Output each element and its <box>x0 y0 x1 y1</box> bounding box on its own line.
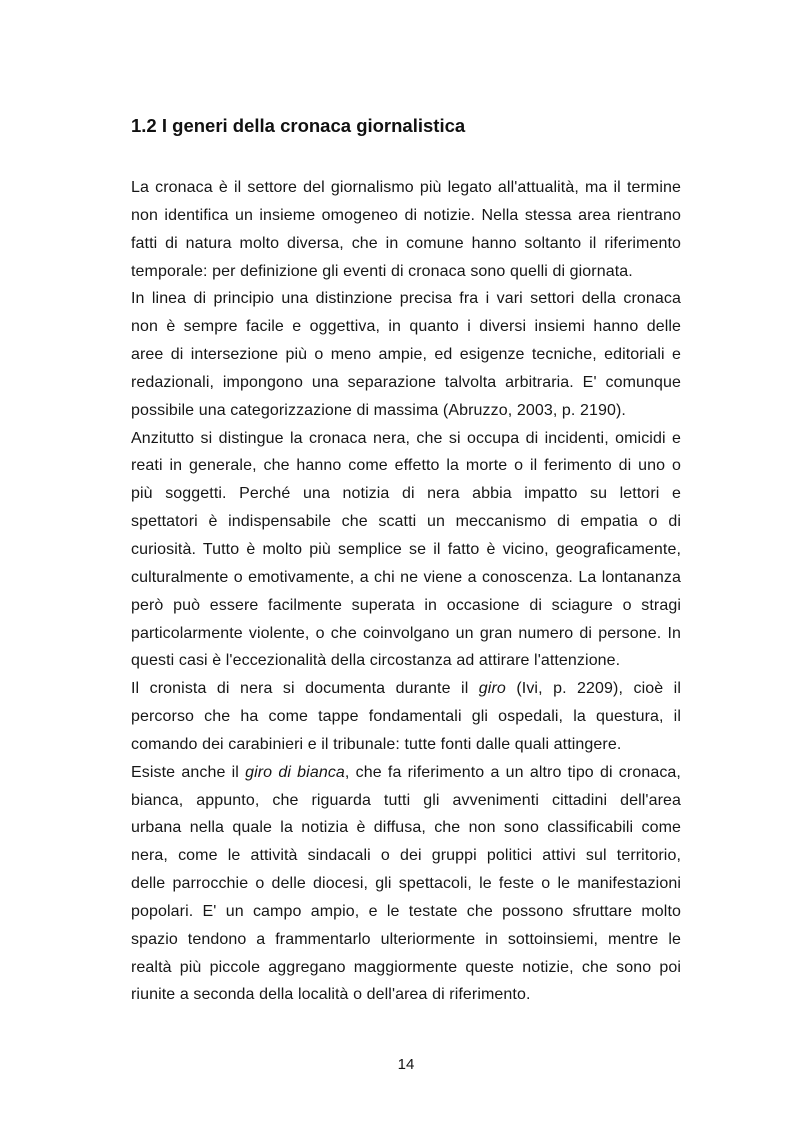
italic-term: giro <box>478 680 506 698</box>
text-line: culturalmente o emotivamente, a chi ne viene a conoscenza. La lontananza <box>131 568 681 586</box>
text-line: questi casi è l'eccezionalità della circostanza ad attirare l'attenzione. <box>131 652 621 670</box>
text-line: però può essere facilmente superata in occasione di sciagure o stragi <box>131 596 681 614</box>
text-line: popolari. E' un campo ampio, e le testate che possono sfruttare molto <box>131 902 681 920</box>
paragraph <box>131 675 681 759</box>
text-line: non identifica un insieme omogeneo di notizie. Nella stessa area rientrano <box>131 206 681 224</box>
text-line: non è sempre facile e oggettiva, in quanto i diversi insiemi hanno delle <box>131 318 681 336</box>
text-line: redazionali, impongono una separazione talvolta arbitraria. E' comunque <box>131 373 681 391</box>
text-segment: , che fa riferimento a un altro tipo di cronaca, <box>344 763 681 781</box>
text-line: bianca, appunto, che riguarda tutti gli avvenimenti cittadini dell'area <box>131 791 681 809</box>
text-line: In linea di principio una distinzione precisa fra i vari settori della cronaca <box>131 290 681 308</box>
text-line: realtà più piccole aggregano maggiormente queste notizie, che sono poi <box>131 958 681 976</box>
text-line: temporale: per definizione gli eventi di cronaca sono quelli di giornata. <box>131 262 633 280</box>
text-line: particolarmente violente, o che coinvolgano un gran numero di persone. In <box>131 624 681 642</box>
text-line: reati in generale, che hanno come effetto la morte o il ferimento di uno o <box>131 457 681 475</box>
text-line: percorso che ha come tappe fondamentali gli ospedali, la questura, il <box>131 708 681 726</box>
text-segment: (Ivi, p. 2209), cioè il <box>505 680 681 698</box>
text-line: urbana nella quale la notizia è diffusa, che non sono classificabili come <box>131 819 681 837</box>
paragraph <box>131 285 681 424</box>
paragraph <box>131 759 681 1010</box>
text-line: spazio tendono a frammentarlo ulteriormente in sottoinsiemi, mentre le <box>131 930 681 948</box>
page-number: 14 <box>397 1056 415 1073</box>
paragraph <box>131 425 681 676</box>
text-line: La cronaca è il settore del giornalismo più legato all'attualità, ma il termine <box>131 179 681 196</box>
text-segment: Il cronista di nera si documenta durante il <box>131 680 479 698</box>
text-line: delle parrocchie o delle diocesi, gli spettacoli, le feste o le manifestazioni <box>131 875 681 893</box>
paragraph <box>131 174 681 285</box>
section-heading: 1.2 I generi della cronaca giornalistica <box>131 115 466 136</box>
text-line <box>131 759 681 787</box>
text-line: aree di intersezione più o meno ampie, ed esigenze tecniche, editoriali e <box>131 346 681 364</box>
text-segment: Esiste anche il <box>131 763 246 781</box>
text-line: Anzitutto si distingue la cronaca nera, che si occupa di incidenti, omicidi e <box>131 429 681 447</box>
text-line: nera, come le attività sindacali o dei gruppi politici attivi sul territorio, <box>131 847 681 865</box>
text-line: possibile una categorizzazione di massima (Abruzzo, 2003, p. 2190). <box>131 401 626 419</box>
text-line: fatti di natura molto diversa, che in comune hanno soltanto il riferimento <box>131 234 681 252</box>
text-line: comando dei carabinieri e il tribunale: tutte fonti dalle quali attingere. <box>131 735 622 753</box>
text-line <box>131 675 681 703</box>
body-text <box>131 174 681 1009</box>
text-line: curiosità. Tutto è molto più semplice se il fatto è vicino, geograficamente, <box>131 540 681 558</box>
text-line: riunite a seconda della località o dell'area di riferimento. <box>131 986 531 1004</box>
text-line: più soggetti. Perché una notizia di nera abbia impatto su lettori e <box>131 485 681 503</box>
italic-term: giro di bianca <box>245 763 345 781</box>
text-line: spettatori è indispensabile che scatti un meccanismo di empatia o di <box>131 513 681 531</box>
